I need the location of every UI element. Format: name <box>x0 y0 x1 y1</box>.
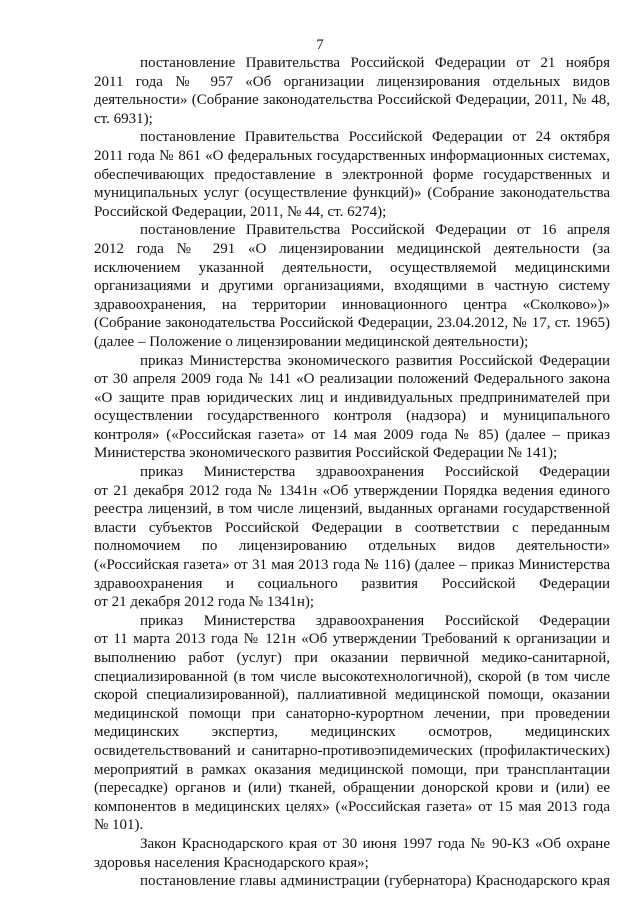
text-line: («Российская газета» от 31 мая 2013 года № 116) (далее – приказ Министерства <box>94 557 610 574</box>
page-number: 7 <box>316 37 324 53</box>
text-line: приказ Министерства здравоохранения Российской Федерации <box>140 464 610 481</box>
text-line: реестра лицензий, в том числе лицензий, выданных органами государственной <box>94 501 610 518</box>
text-line: специализированной (в том числе высокотехнологичной), скорой (в том числе <box>94 668 610 685</box>
text-line: «О защите прав юридических лиц и индивидуальных предпринимателей при <box>94 389 610 406</box>
text-line: организациями и другими организациями, входящими в частную систему <box>94 278 610 295</box>
paragraph <box>94 221 610 351</box>
text-line: от 30 апреля 2009 года № 141 «О реализации положений Федерального закона <box>94 371 610 388</box>
paragraph <box>94 54 610 128</box>
text-line: медицинской помощи при санаторно-курортном лечении, при проведении <box>94 705 610 722</box>
text-line: здравоохранения и социального развития Российской Федерации <box>94 575 610 592</box>
paragraph <box>94 128 610 221</box>
text-line: исключением указанной деятельности, осуществляемой медицинскими <box>94 259 610 276</box>
text-line: здравоохранения, на территории инновационного центра «Сколково»)» <box>94 296 610 313</box>
text-line: постановление Правительства Российской Федерации от 21 ноября <box>140 55 610 71</box>
text-line: компонентов в медицинских целях» («Российская газета» от 15 мая 2013 года <box>94 798 610 815</box>
text-line: Закон Краснодарского края от 30 июня 1997 года № 90-КЗ «Об охране <box>140 835 610 852</box>
text-line: № 101). <box>94 817 144 834</box>
text-line: полномочием по лицензированию отдельных видов деятельности» <box>94 538 610 555</box>
text-line: здоровья населения Краснодарского края»; <box>94 854 369 871</box>
text-line: мероприятий в рамках оказания медицинской помощи, при трансплантации <box>94 761 610 778</box>
text-line: медицинских экспертиз, медицинских осмотров, медицинских <box>94 724 610 741</box>
text-line: постановление Правительства Российской Федерации от 24 октября <box>140 129 610 146</box>
paragraph <box>94 872 610 891</box>
paragraph <box>94 612 610 835</box>
document-body <box>94 54 610 891</box>
text-line: обеспечивающих предоставление в электронной форме государственных и <box>94 166 610 183</box>
text-line: деятельности» (Собрание законодательства Российской Федерации, 2011, № 48, <box>94 92 610 109</box>
text-line: ст. 6931); <box>94 110 153 127</box>
text-line: от 21 декабря 2012 года № 1341н); <box>94 594 315 611</box>
text-line: приказ Министерства экономического развития Российской Федерации <box>140 352 610 369</box>
text-line: Российской Федерации, 2011, № 44, ст. 6274); <box>94 203 387 220</box>
text-line: (далее – Положение о лицензировании медицинской деятельности); <box>94 333 529 350</box>
paragraph <box>94 463 610 612</box>
text-line: 2011 года № 957 «Об организации лицензирования отдельных видов <box>94 73 610 90</box>
text-line: власти субъектов Российской Федерации в соответствии с переданным <box>94 519 610 536</box>
text-line: 2011 года № 861 «О федеральных государственных информационных системах, <box>94 147 610 164</box>
text-line: постановление главы администрации (губернатора) Краснодарского края <box>140 873 610 890</box>
text-line: муниципальных услуг (осуществление функций)» (Собрание законодательства <box>94 185 610 202</box>
text-line: контроля» («Российская газета» от 14 мая 2009 года № 85) (далее – приказ <box>94 426 610 443</box>
text-line: постановление Правительства Российской Федерации от 16 апреля <box>140 222 610 239</box>
paragraph <box>94 835 610 872</box>
text-line: выполнению работ (услуг) при оказании первичной медико-санитарной, <box>94 650 610 666</box>
paragraph <box>94 352 610 464</box>
text-line: Министерства экономического развития Российской Федерации № 141); <box>94 445 558 462</box>
text-line: 2012 года № 291 «О лицензировании медицинской деятельности (за <box>94 240 610 257</box>
text-line: скорой специализированной), паллиативной медицинской помощи, оказании <box>94 687 610 704</box>
text-line: приказ Министерства здравоохранения Российской Федерации <box>140 612 610 629</box>
text-line: (пересадке) органов и (или) тканей, обращении донорской крови и (или) ее <box>94 780 610 797</box>
text-line: от 11 марта 2013 года № 121н «Об утверждении Требований к организации и <box>94 631 610 648</box>
text-line: (Собрание законодательства Российской Федерации, 23.04.2012, № 17, ст. 1965) <box>94 315 610 332</box>
text-line: осуществлении государственного контроля (надзора) и муниципального <box>94 408 610 425</box>
text-line: от 21 декабря 2012 года № 1341н «Об утверждении Порядка ведения единого <box>94 482 610 499</box>
text-line: освидетельствований и санитарно-противоэпидемических (профилактических) <box>94 742 610 759</box>
